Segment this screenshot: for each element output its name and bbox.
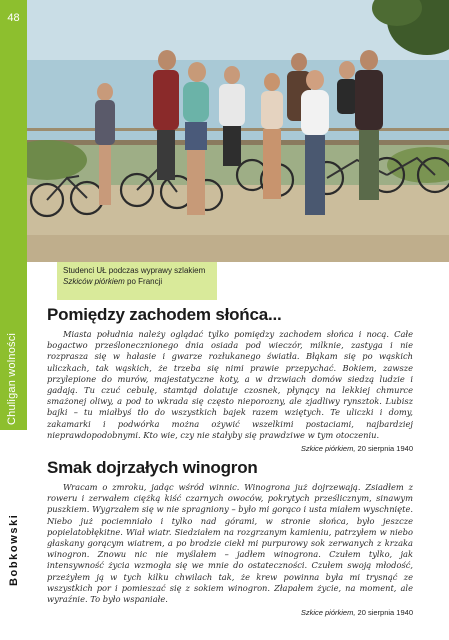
author-label: Bobkowski (8, 513, 20, 586)
caption-italic: Szkiców piórkiem (63, 277, 125, 286)
source-date: 20 sierpnia 1940 (357, 608, 413, 618)
caption-rest: po Francji (124, 277, 163, 286)
article-title: Pomiędzy zachodem słońca... (47, 305, 282, 324)
article-body: Miasta południa należy oglądać tylko pomiędzy zachodem słońca i nocą. Całe bogactwo prześlonecznionego dnia osiada pod wieczór, milknie, zastyga i nie rozprasza się w hałasie i gwarze rozłukanego światła. Błąkam się po wąskich uliczkach, tak wąskich, że trzeba się nimi prawie przepychać. Bokiem, zawsze przylepione do murów, majestatyczne koty, a w drzwiach domów siedzą ludzie i gadają. Tu czuć cebulę, stamtąd dolatuje czosnek, płynący na lekkiej chmurce smażonej oliwy, a pod to wkrada się często nieporozny, ale zjadliwy rynsztok. Lubisz bajki – tu miałbyś tło do wszystkich bajek razem wziętych. Te uliczki i domy, zakamarki i podwórka można ożywić wszelkimi postaciami, najbardziej nieprawdopodobnymi. Kto wie, czy nie stałyby się prawdziwe w tym otoczeniu. (47, 329, 413, 440)
page-number: 48 (7, 12, 20, 24)
article-sunset (47, 305, 413, 453)
photo-illustration (27, 0, 449, 262)
article-body: Wracam o zmroku, jadąc wśród winnic. Winogrona już dojrzewają. Zsiadłem z roweru i zerwałem ciężką kiść czarnych owoców, pokrytych prześlicznym, sinawym puszkiem. Wygrzałem się w nie spragniony – było mi gorąco i usta miałem wyschnięte. Niebo już pociemniało i tylko nad górami, w stronie słońca, było jeszcze popielatobłękitne. Wiał wiatr. Siedziałem na rozgrzanym kamieniu, patrzyłem w niebo głaskany gorącym wiatrem, a po brodzie ciekł mi purpurowy sok zerwanych z krzaka winogron. Znowu nic nie myślałem – jadłem winogrona. Czułem tylko, jak intensywność życia wzmogła się we mnie do ostateczności. Czułem swoją młodość, przeżyłem ją w tych kilku chwilach tak, że krew powinna była mi trysnąć ze wszystkich por i pomieszać się z sokiem winogron. Złapałem życie, na moment, ale wyraźnie. To było wspaniałe. (47, 482, 413, 605)
article-source (47, 608, 413, 617)
article-grapes (47, 458, 413, 617)
photo-caption (57, 262, 217, 300)
caption-line2 (63, 276, 211, 287)
section-label: Chuligan wolności (6, 332, 18, 425)
caption-line1: Studenci UŁ podczas wyprawy szlakiem (63, 266, 206, 275)
article-source (47, 444, 413, 453)
group-photo (27, 0, 449, 262)
source-date: 20 sierpnia 1940 (357, 444, 413, 454)
source-title: Szkice piórkiem, (300, 444, 356, 454)
source-title: Szkice piórkiem, (300, 608, 356, 618)
article-title: Smak dojrzałych winogron (47, 458, 258, 477)
